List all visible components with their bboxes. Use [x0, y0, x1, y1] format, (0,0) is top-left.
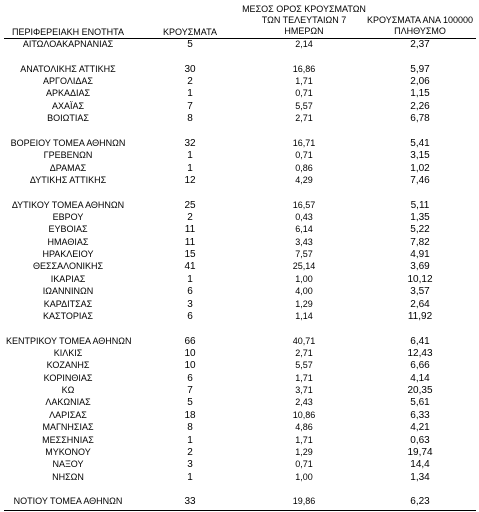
region-name-cell: ΑΙΤΩΛΟΑΚΑΡΝΑΝΙΑΣ — [22, 39, 114, 49]
table-row — [0, 199, 479, 212]
seven-day-average-cell: 40,71 — [292, 335, 316, 346]
table-row — [0, 409, 479, 422]
cases-cell: 12 — [184, 174, 196, 186]
cases-cell: 5 — [187, 397, 193, 409]
table-row — [0, 396, 479, 409]
cases-cell: 10 — [184, 360, 196, 372]
seven-day-average-cell: 16,71 — [292, 137, 316, 148]
cases-per-100000-cell: 6,23 — [410, 496, 430, 508]
region-name-cell: ΔΡΑΜΑΣ — [49, 162, 87, 173]
cases-cell: 2 — [187, 446, 193, 458]
region-name-cell: ΛΑΚΩΝΙΑΣ — [45, 397, 91, 408]
cases-per-100000-cell: 4,91 — [410, 249, 430, 261]
seven-day-average-cell: 1,00 — [295, 471, 313, 482]
cases-cell: 25 — [184, 199, 196, 211]
table-row — [0, 248, 479, 261]
cases-per-100000-cell: 12,43 — [407, 348, 433, 359]
header-avg-line-1: ΜΕΣΟΣ ΟΡΟΣ ΚΡΟΥΣΜΑΤΩΝ — [242, 4, 366, 14]
seven-day-average-cell: 6,14 — [295, 224, 313, 235]
region-name-cell: ΗΜΑΘΙΑΣ — [47, 236, 89, 247]
seven-day-average-cell: 0,71 — [295, 88, 313, 99]
table-row — [0, 174, 479, 187]
table-row — [0, 63, 479, 76]
region-name-cell: ΛΑΡΙΣΑΣ — [49, 409, 87, 420]
cases-per-100000-cell: 7,46 — [410, 174, 430, 186]
cases-per-100000-cell: 6,66 — [410, 360, 430, 372]
table-row — [0, 384, 479, 397]
region-name-cell: ΝΑΞΟΥ — [52, 459, 84, 470]
region-name-cell: ΚΟΡΙΝΘΙΑΣ — [43, 372, 93, 383]
cases-per-100000-cell: 5,11 — [410, 199, 430, 211]
cases-per-100000-cell: 10,12 — [407, 273, 433, 285]
region-name-cell: ΚΑΣΤΟΡΙΑΣ — [43, 310, 93, 321]
seven-day-average-cell: 1,29 — [295, 298, 313, 309]
cases-per-100000-cell: 2,06 — [410, 76, 430, 88]
table-row — [0, 471, 479, 484]
table-row — [0, 446, 479, 459]
cases-per-100000-cell: 5,41 — [410, 137, 430, 149]
cases-per-100000-cell: 1,34 — [410, 471, 430, 483]
seven-day-average-cell: 19,86 — [292, 496, 316, 507]
table-row — [0, 211, 479, 224]
region-name-cell: ΘΕΣΣΑΛΟΝΙΚΗΣ — [32, 261, 104, 272]
cases-cell: 1 — [187, 434, 193, 446]
cases-cell: 5 — [187, 39, 193, 50]
cases-cell: 1 — [187, 150, 193, 162]
table-row — [0, 100, 479, 113]
cases-per-100000-cell: 3,15 — [410, 150, 430, 162]
region-name-cell: ΚΙΛΚΙΣ — [53, 348, 83, 358]
seven-day-average-cell: 4,00 — [295, 286, 313, 297]
seven-day-average-cell: 1,71 — [295, 434, 313, 445]
region-name-cell: ΕΒΡΟΥ — [52, 212, 84, 223]
table-row — [0, 335, 479, 348]
region-name-cell: ΓΡΕΒΕΝΩΝ — [43, 150, 93, 161]
region-name-cell: ΚΩ — [61, 385, 75, 396]
cases-cell: 66 — [184, 335, 196, 347]
header-cases: ΚΡΟΥΣΜΑΤΑ — [163, 27, 217, 37]
region-name-cell: ΚΑΡΔΙΤΣΑΣ — [43, 298, 93, 309]
seven-day-average-cell: 0,86 — [295, 162, 313, 173]
seven-day-average-cell: 4,29 — [295, 174, 313, 185]
table-row — [0, 273, 479, 286]
region-name-cell: ΚΕΝΤΡΙΚΟΥ ΤΟΜΕΑ ΑΘΗΝΩΝ — [6, 335, 132, 346]
seven-day-average-cell: 1,14 — [295, 310, 313, 321]
table-row — [0, 359, 479, 372]
table-row — [0, 458, 479, 471]
cases-per-100000-cell: 20,35 — [407, 385, 433, 397]
seven-day-average-cell: 3,71 — [295, 385, 313, 396]
seven-day-average-cell: 5,57 — [295, 360, 313, 371]
cases-cell: 6 — [187, 310, 193, 322]
header-rate-line-2: ΠΛΗΘΥΣΜΟ — [394, 26, 446, 36]
seven-day-average-cell: 10,86 — [292, 409, 316, 420]
cases-per-100000-cell: 2,26 — [410, 100, 430, 112]
region-name-cell: ΜΕΣΣΗΝΙΑΣ — [42, 434, 94, 445]
cases-cell: 3 — [187, 459, 193, 471]
cases-cell: 30 — [184, 63, 196, 75]
cases-per-100000-cell: 2,64 — [410, 298, 430, 310]
seven-day-average-cell: 1,00 — [295, 273, 313, 284]
table-row — [0, 112, 479, 125]
header-region: ΠΕΡΙΦΕΡΕΙΑΚΗ ΕΝΟΤΗΤΑ — [11, 27, 125, 37]
cases-per-100000-cell: 3,69 — [410, 261, 430, 273]
header-avg-line-3: ΗΜΕΡΩΝ — [284, 26, 324, 36]
cases-per-100000-cell: 7,82 — [410, 236, 430, 248]
cases-cell: 7 — [187, 385, 193, 397]
region-name-cell: ΒΟΙΩΤΙΑΣ — [47, 113, 89, 124]
table-row — [0, 434, 479, 447]
table-row — [0, 149, 479, 162]
cases-cell: 7 — [187, 100, 193, 112]
cases-cell: 15 — [184, 249, 196, 261]
cases-cell: 1 — [187, 162, 193, 174]
cases-cell: 8 — [187, 113, 193, 125]
cases-per-100000-cell: 4,21 — [410, 422, 430, 434]
region-name-cell: ΝΗΣΩΝ — [52, 471, 84, 482]
table-row — [0, 285, 479, 298]
region-name-cell: ΑΝΑΤΟΛΙΚΗΣ ΑΤΤΙΚΗΣ — [20, 63, 116, 74]
header-avg-line-2: ΤΩΝ ΤΕΛΕΥΤΑΙΩΝ 7 — [261, 15, 347, 25]
cases-cell: 10 — [184, 348, 196, 359]
seven-day-average-cell: 0,43 — [295, 212, 313, 223]
cases-per-100000-cell: 0,63 — [410, 434, 430, 446]
cases-per-100000-cell: 5,61 — [410, 397, 430, 409]
header-cases-per-100000 — [355, 15, 479, 37]
table-row — [0, 310, 479, 323]
seven-day-average-cell: 3,43 — [295, 236, 313, 247]
seven-day-average-cell: 5,57 — [295, 100, 313, 111]
table-row — [0, 495, 479, 508]
seven-day-average-cell: 2,71 — [295, 113, 313, 124]
seven-day-average-cell: 0,71 — [295, 459, 313, 470]
region-name-cell: ΜΑΓΝΗΣΙΑΣ — [42, 422, 94, 433]
cases-per-100000-cell: 4,14 — [410, 372, 430, 384]
table-row — [0, 260, 479, 273]
table-bottom-rule — [4, 510, 476, 511]
cases-per-100000-cell: 5,97 — [410, 63, 430, 75]
table-row — [0, 38, 479, 51]
region-name-cell: ΙΚΑΡΙΑΣ — [50, 273, 86, 284]
seven-day-average-cell: 4,86 — [295, 422, 313, 433]
seven-day-average-cell: 2,14 — [295, 39, 313, 49]
region-name-cell: ΑΧΑΪΑΣ — [51, 100, 85, 111]
seven-day-average-cell: 0,71 — [295, 150, 313, 161]
cases-cell: 2 — [187, 76, 193, 88]
table-row — [0, 75, 479, 88]
seven-day-average-cell: 7,57 — [295, 249, 313, 260]
region-name-cell: ΝΟΤΙΟΥ ΤΟΜΕΑ ΑΘΗΝΩΝ — [13, 496, 123, 507]
cases-cell: 3 — [187, 298, 193, 310]
seven-day-average-cell: 1,71 — [295, 372, 313, 383]
cases-per-100000-cell: 5,22 — [410, 224, 430, 236]
region-name-cell: ΚΟΖΑΝΗΣ — [46, 360, 90, 371]
cases-cell: 6 — [187, 372, 193, 384]
cases-per-100000-cell: 6,78 — [410, 113, 430, 125]
cases-cell: 2 — [187, 212, 193, 224]
table-row — [0, 236, 479, 249]
cases-per-100000-cell: 1,02 — [410, 162, 430, 174]
cases-cell: 1 — [187, 471, 193, 483]
cases-cell: 11 — [184, 224, 196, 236]
cases-cell: 32 — [184, 137, 196, 149]
cases-per-100000-cell: 2,37 — [410, 39, 430, 50]
cases-cell: 1 — [187, 88, 193, 100]
table-row — [0, 421, 479, 434]
region-name-cell: ΔΥΤΙΚΗΣ ΑΤΤΙΚΗΣ — [29, 174, 107, 185]
cases-cell: 6 — [187, 286, 193, 298]
cases-cell: 41 — [184, 261, 196, 273]
table-row — [0, 372, 479, 385]
table-row — [0, 223, 479, 236]
table-row — [0, 162, 479, 175]
table-row — [0, 87, 479, 100]
region-name-cell: ΕΥΒΟΙΑΣ — [48, 224, 88, 235]
region-name-cell: ΒΟΡΕΙΟΥ ΤΟΜΕΑ ΑΘΗΝΩΝ — [10, 137, 126, 148]
table-row — [0, 347, 479, 360]
seven-day-average-cell: 25,14 — [292, 261, 316, 272]
region-name-cell: ΜΥΚΟΝΟΥ — [45, 446, 91, 457]
table-row — [0, 137, 479, 150]
cases-cell: 8 — [187, 422, 193, 434]
seven-day-average-cell: 2,71 — [295, 348, 313, 358]
header-seven-day-average — [240, 4, 368, 37]
cases-per-100000-cell: 14,4 — [410, 459, 430, 471]
cases-cell: 11 — [184, 236, 196, 248]
seven-day-average-cell: 16,86 — [292, 63, 316, 74]
cases-cell: 33 — [184, 496, 196, 508]
cases-cell: 18 — [184, 409, 196, 421]
seven-day-average-cell: 16,57 — [292, 199, 316, 210]
region-name-cell: ΔΥΤΙΚΟΥ ΤΟΜΕΑ ΑΘΗΝΩΝ — [11, 199, 125, 210]
region-name-cell: ΗΡΑΚΛΕΙΟΥ — [42, 249, 94, 260]
header-rate-line-1: ΚΡΟΥΣΜΑΤΑ ΑΝΑ 100000 — [367, 15, 473, 25]
seven-day-average-cell: 1,71 — [295, 76, 313, 87]
cases-per-100000-cell: 11,92 — [407, 310, 433, 322]
cases-per-100000-cell: 6,41 — [410, 335, 430, 347]
cases-per-100000-cell: 6,33 — [410, 409, 430, 421]
cases-per-100000-cell: 3,57 — [410, 286, 430, 298]
seven-day-average-cell: 2,43 — [295, 397, 313, 408]
cases-cell: 1 — [187, 273, 193, 285]
region-name-cell: ΙΩΑΝΝΙΝΩΝ — [42, 286, 94, 297]
cases-per-100000-cell: 19,74 — [407, 446, 433, 458]
seven-day-average-cell: 1,29 — [295, 446, 313, 457]
cases-per-100000-cell: 1,35 — [410, 212, 430, 224]
cases-per-100000-cell: 1,15 — [410, 88, 430, 100]
table-row — [0, 298, 479, 311]
region-name-cell: ΑΡΚΑΔΙΑΣ — [45, 88, 91, 99]
region-name-cell: ΑΡΓΟΛΙΔΑΣ — [43, 76, 93, 87]
